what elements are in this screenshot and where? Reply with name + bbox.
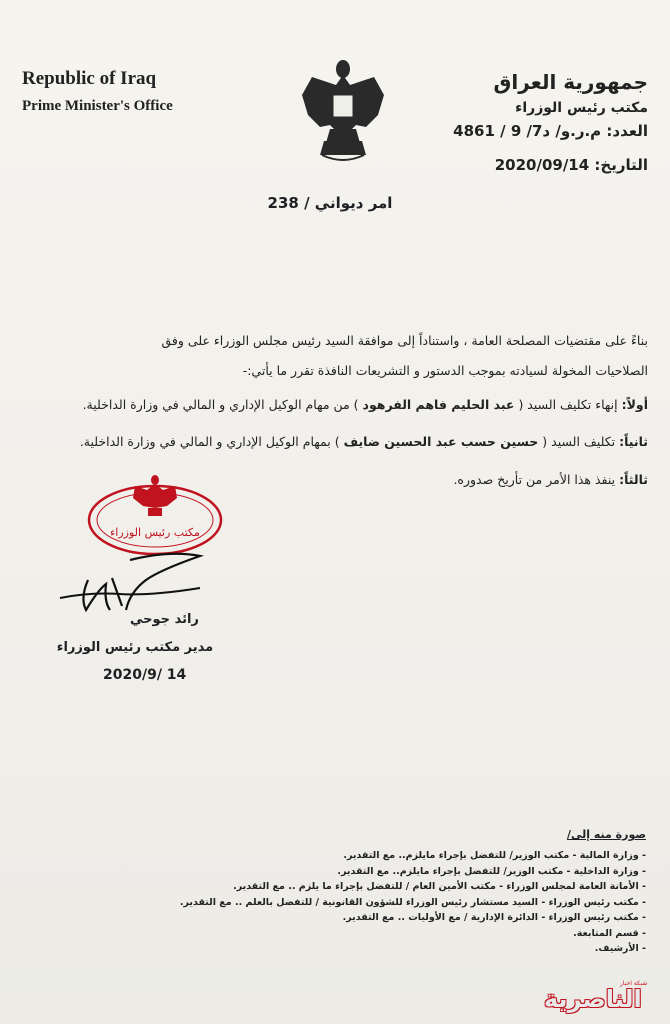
intro-line-1: بناءً على مقتضيات المصلحة العامة ، واستناداً إلى موافقة السيد رئيس مجلس الوزراء على وفق (161, 333, 648, 348)
clause-third-label: ثالثاً: (619, 472, 648, 487)
clause-second (28, 434, 648, 449)
english-title: Republic of Iraq (22, 68, 157, 89)
arabic-title: جمهورية العراق (493, 70, 648, 94)
order-title: امر ديواني / 238 (267, 194, 393, 212)
english-subtitle: Prime Minister's Office (22, 98, 173, 114)
news-watermark-logo: الناصرية (544, 985, 642, 1013)
watermark-subtext: شبكة اخبار (620, 980, 648, 987)
arabic-subtitle: مكتب رئيس الوزراء (515, 100, 648, 116)
clause-first-name: عبد الحليم فاهم الفرهود (362, 397, 515, 412)
clause-second-name: حسين حسب عبد الحسين ضايف (343, 434, 539, 449)
clause-second-text-b: ) بمهام الوكيل الإداري و المالي في وزارة الداخلية. (79, 434, 344, 449)
signatory-name: رائد جوحي (130, 612, 199, 627)
clause-third-text: ينفذ هذا الأمر من تأريخ صدوره. (453, 472, 620, 487)
document-date: التاريخ: 2020/09/14 (494, 156, 648, 174)
list-item: - مكتب رئيس الوزراء - الدائرة الإدارية / مع الأوليات .. مع التقدير. (46, 910, 646, 926)
iraq-eagle-emblem (300, 55, 386, 167)
intro-line-2: الصلاحيات المخولة لسيادته بموجب الدستور و التشريعات النافذة تقرر ما يأتي:- (242, 363, 648, 378)
list-item: - وزارة الداخلية - مكتب الوزير/ للتفضل بإجراء مايلزم.. مع التقدير. (46, 864, 646, 880)
signatory-title: مدير مكتب رئيس الوزراء (56, 640, 214, 655)
list-item: - الأرشيف. (46, 941, 646, 957)
clause-second-text-a: تكليف السيد ( (538, 434, 620, 449)
list-item: - قسم المتابعة. (46, 926, 646, 942)
clause-first-text-b: ) من مهام الوكيل الإداري و المالي في وزارة الداخلية. (82, 397, 363, 412)
clause-first (28, 397, 648, 412)
list-item: - مكتب رئيس الوزراء - السيد مستشار رئيس الوزراء للشؤون القانونية / للتفضل بالعلم .. مع التقدير. (46, 895, 646, 911)
clause-second-label: ثانياً: (619, 434, 648, 449)
reference-number: العدد: م.ر.و/ د7/ 9 / 4861 (453, 122, 648, 140)
clause-first-text-a: إنهاء تكليف السيد ( (514, 397, 622, 412)
stamp-text: مكتب رئيس الوزراء (110, 526, 200, 539)
list-item: - الأمانة العامة لمجلس الوزراء - مكتب الأمين العام / للتفضل بإجراء ما يلزم .. مع التقدير. (46, 879, 646, 895)
list-item: - وزارة المالية - مكتب الوزير/ للتفضل بإجراء مايلزم.. مع التقدير. (46, 848, 646, 864)
copies-list (46, 848, 646, 957)
clause-first-label: أولاً: (621, 397, 648, 412)
copies-title: صورة منه إلى/ (566, 828, 646, 841)
signature-date: 2020/9/ 14 (103, 667, 187, 683)
